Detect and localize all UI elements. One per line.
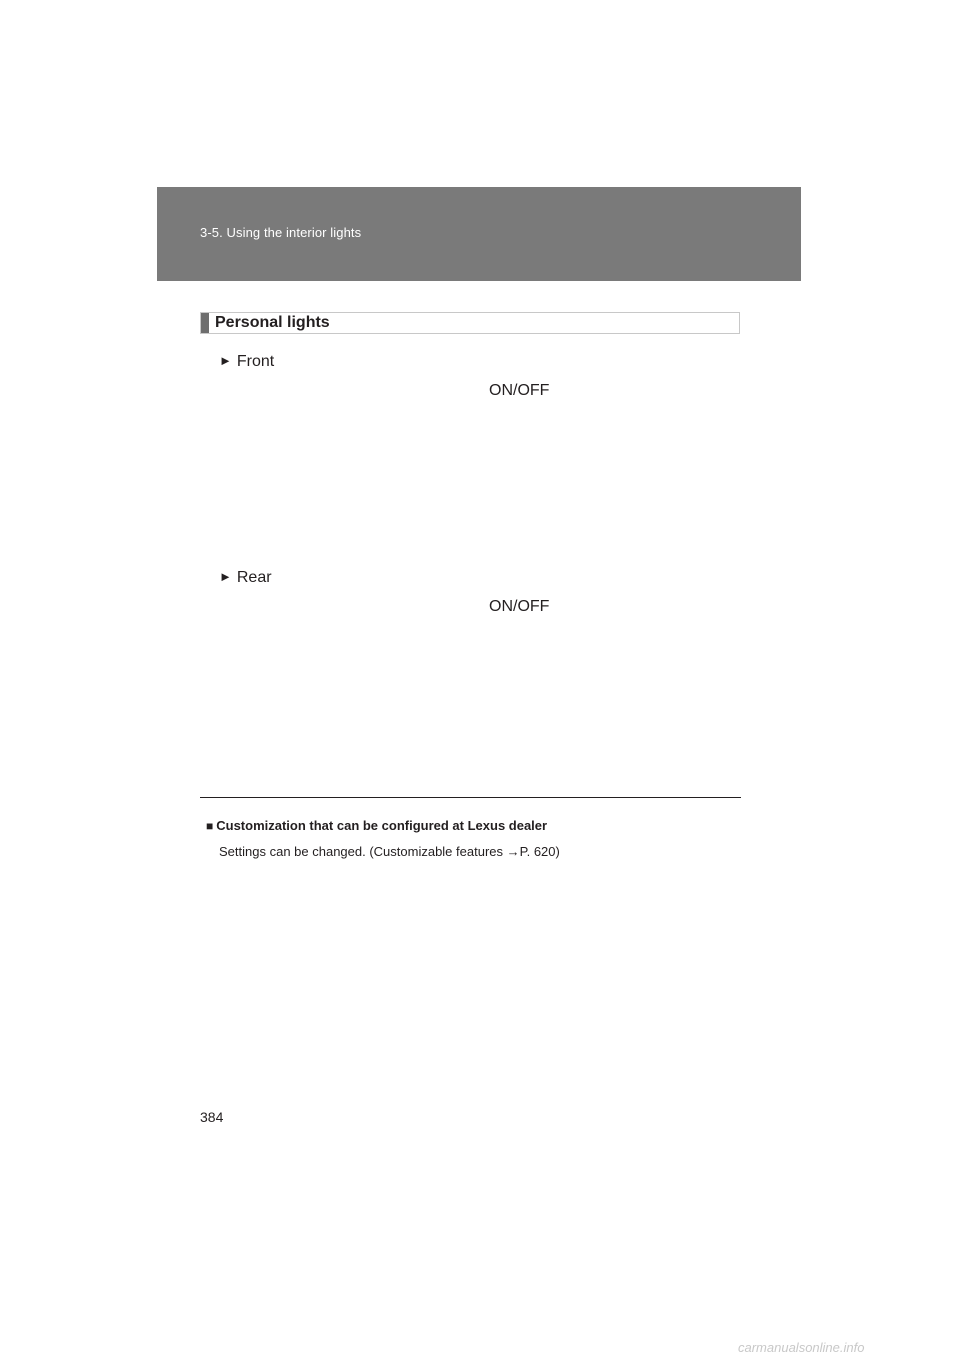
front-label: Front bbox=[236, 353, 275, 370]
rear-label: Rear bbox=[236, 569, 272, 586]
header-band bbox=[157, 187, 801, 281]
triangle-right-icon: ► bbox=[219, 569, 232, 584]
note-title: Customization that can be configured at Lexus dealer bbox=[216, 818, 548, 833]
section-title-bar bbox=[200, 312, 740, 334]
triangle-right-icon: ► bbox=[219, 353, 232, 368]
page-number: 384 bbox=[200, 1109, 224, 1125]
note-body: Settings can be changed. (Customizable features →P. 620) bbox=[219, 844, 560, 859]
note-heading bbox=[206, 818, 547, 833]
rear-on-off-label: ON/OFF bbox=[489, 598, 550, 615]
watermark: carmanualsonline.info bbox=[738, 1340, 865, 1355]
page-title: Personal lights bbox=[215, 314, 330, 331]
divider-rule bbox=[200, 797, 741, 798]
front-subheading bbox=[219, 353, 274, 371]
front-on-off-label: ON/OFF bbox=[489, 382, 550, 399]
title-accent bbox=[201, 313, 209, 333]
square-bullet-icon: ■ bbox=[206, 819, 214, 833]
rear-subheading bbox=[219, 569, 272, 587]
section-label: 3-5. Using the interior lights bbox=[200, 225, 362, 240]
